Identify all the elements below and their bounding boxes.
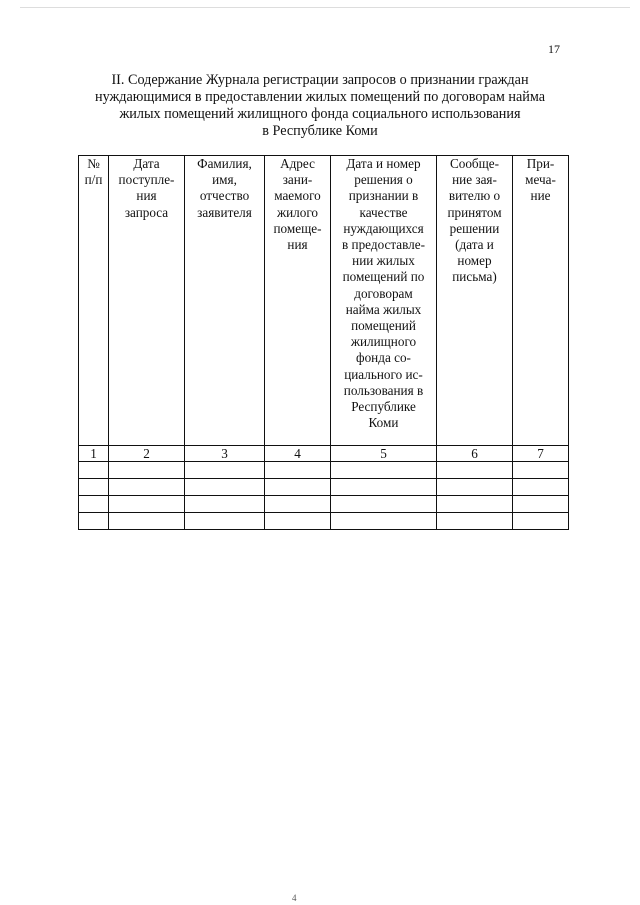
- empty-cell: [109, 513, 185, 530]
- header-cell-date-received: Дата поступле- ния запроса: [109, 156, 185, 446]
- heading-line: нуждающимися в предоставлении жилых помещений по договорам найма: [94, 89, 546, 105]
- column-number: 3: [185, 446, 265, 462]
- empty-cell: [437, 462, 513, 479]
- empty-cell: [109, 479, 185, 496]
- empty-cell: [265, 479, 331, 496]
- header-cell-applicant-name: Фамилия, имя, отчество заявителя: [185, 156, 265, 446]
- empty-cell: [513, 462, 569, 479]
- header-cell-number: № п/п: [79, 156, 109, 446]
- section-heading: [70, 72, 570, 140]
- heading-line: в Республике Коми: [262, 123, 378, 139]
- journal-table: [78, 155, 569, 530]
- empty-row: [79, 462, 569, 479]
- empty-cell: [109, 462, 185, 479]
- empty-cell: [79, 479, 109, 496]
- empty-row: [79, 479, 569, 496]
- footer-mark: 4: [292, 893, 297, 903]
- empty-cell: [331, 462, 437, 479]
- column-number: 5: [331, 446, 437, 462]
- heading-line: II. Содержание Журнала регистрации запросов о признании граждан: [111, 72, 529, 88]
- header-cell-decision: Дата и номер решения о признании в качестве нуждающихся в предоставле- нии жилых помещений по договорам найма жилых помещений жилищного фонда со- циального ис- пользования в Республике Коми: [331, 156, 437, 446]
- empty-cell: [185, 462, 265, 479]
- empty-cell: [265, 513, 331, 530]
- column-number: 2: [109, 446, 185, 462]
- header-row: [79, 156, 569, 446]
- empty-cell: [437, 496, 513, 513]
- empty-cell: [109, 496, 185, 513]
- empty-cell: [265, 462, 331, 479]
- empty-row: [79, 496, 569, 513]
- header-cell-note: При- меча- ние: [513, 156, 569, 446]
- column-number-row: [79, 446, 569, 462]
- empty-cell: [331, 496, 437, 513]
- empty-cell: [185, 496, 265, 513]
- column-number: 6: [437, 446, 513, 462]
- column-number: 7: [513, 446, 569, 462]
- empty-cell: [437, 479, 513, 496]
- column-number: 1: [79, 446, 109, 462]
- heading-line: жилых помещений жилищного фонда социального использования: [119, 106, 521, 122]
- empty-cell: [265, 496, 331, 513]
- empty-row: [79, 513, 569, 530]
- header-cell-notification: Сообще- ние зая- вителю о принятом решении (дата и номер письма): [437, 156, 513, 446]
- empty-cell: [185, 479, 265, 496]
- column-number: 4: [265, 446, 331, 462]
- empty-cell: [185, 513, 265, 530]
- empty-cell: [79, 513, 109, 530]
- scan-edge-line: [20, 7, 630, 8]
- empty-cell: [513, 479, 569, 496]
- empty-cell: [79, 462, 109, 479]
- empty-cell: [331, 479, 437, 496]
- page-number: 17: [548, 42, 560, 56]
- empty-cell: [513, 496, 569, 513]
- empty-cell: [437, 513, 513, 530]
- empty-cell: [513, 513, 569, 530]
- header-cell-address: Адрес зани- маемого жилого помеще- ния: [265, 156, 331, 446]
- empty-cell: [79, 496, 109, 513]
- empty-cell: [331, 513, 437, 530]
